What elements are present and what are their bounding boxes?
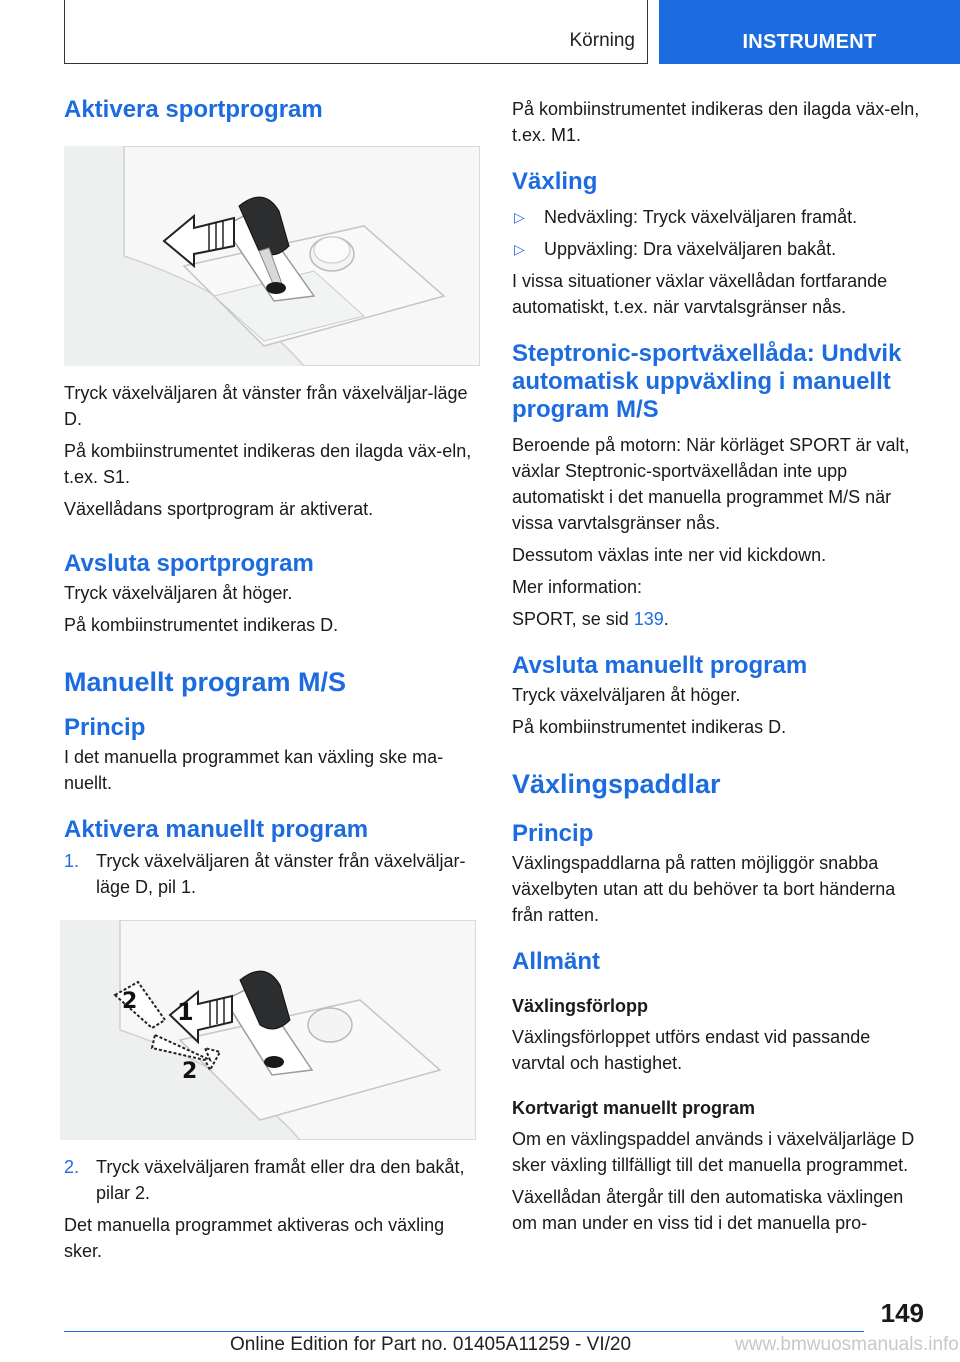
paragraph-manual-activated: Det manuella programmet aktiveras och växling sker. bbox=[64, 1215, 445, 1261]
page-link-139[interactable]: 139 bbox=[633, 609, 664, 629]
heading-activate-sport: Aktivera sportprogram bbox=[64, 96, 323, 123]
triangle-right-icon: ▷ bbox=[514, 241, 525, 257]
figure-gear-selector-manual bbox=[60, 920, 476, 1140]
step-number: 2. bbox=[64, 1157, 80, 1177]
paragraph-indicated-d-2: På kombiinstrumentet indikeras D. bbox=[512, 717, 787, 737]
heading-activate-manual: Aktivera manuellt program bbox=[64, 816, 369, 843]
paragraph-return-automatic: Växellådan återgår till den automatiska växlingen om man under en viss tid i det manuella pro- bbox=[512, 1187, 904, 1233]
paragraph-steptronic-engine: Beroende på motorn: När körläget SPORT är valt, växlar Steptronic-sportväxellådan inte upp automatiskt i det manuella programmet M/S när vissa varvtalsgränser nås. bbox=[512, 435, 910, 533]
paragraph-sport-reference bbox=[512, 606, 924, 632]
footer-divider bbox=[64, 1331, 864, 1332]
paragraph-shift-procedure: Växlingsförloppet utförs endast vid passande varvtal och hastighet. bbox=[512, 1027, 871, 1073]
reference-text: SPORT, se sid bbox=[512, 609, 634, 629]
footer-watermark: www.bmwuosmanuals.info bbox=[735, 1334, 959, 1355]
heading-shift-procedure: Växlingsförlopp bbox=[512, 996, 649, 1016]
paragraph-indicated-gear-m1: På kombiinstrumentet indikeras den ilagda väx-eln, t.ex. M1. bbox=[512, 99, 920, 145]
footer-edition: Online Edition for Part no. 01405A11259 - VI/20 bbox=[230, 1334, 632, 1355]
heading-temporary-manual: Kortvarigt manuellt program bbox=[512, 1098, 756, 1118]
heading-shift-paddles: Växlingspaddlar bbox=[512, 769, 721, 799]
heading-principle: Princip bbox=[64, 714, 146, 741]
gear-selector-illustration bbox=[64, 146, 480, 366]
paragraph-push-left: Tryck växelväljaren åt vänster från växelväljar-läge D. bbox=[64, 383, 468, 429]
bullet-text: Uppväxling: Dra växelväljaren bakåt. bbox=[544, 239, 837, 259]
paragraph-indicated-gear-s1: På kombiinstrumentet indikeras den ilagda väx-eln, t.ex. S1. bbox=[64, 441, 472, 487]
bullet-text: Nedväxling: Tryck växelväljaren framåt. bbox=[544, 207, 858, 227]
paragraph-indicated-d: På kombiinstrumentet indikeras D. bbox=[64, 615, 339, 635]
heading-manual-program: Manuellt program M/S bbox=[64, 667, 347, 697]
paragraph-no-kickdown: Dessutom växlas inte ner vid kickdown. bbox=[512, 545, 827, 565]
list-item-upshift bbox=[512, 236, 924, 262]
arrow-label-2-top: 2 bbox=[122, 989, 138, 1014]
list-item-step-2 bbox=[64, 1154, 480, 1206]
paragraph-more-info: Mer information: bbox=[512, 577, 643, 597]
header-section-title: Körning bbox=[569, 30, 635, 51]
list-item-step-1 bbox=[64, 848, 480, 900]
paragraph-auto-shift-situations: I vissa situationer växlar växellådan fortfarande automatiskt, t.ex. när varvtalsgränser nås. bbox=[512, 271, 888, 317]
paragraph-temporary-manual: Om en växlingspaddel används i växelväljarläge D sker växling tillfälligt till det manuella programmet. bbox=[512, 1129, 915, 1175]
gear-selector-arrows-illustration bbox=[60, 920, 476, 1140]
header-chapter-tab[interactable]: INSTRUMENT bbox=[659, 0, 960, 64]
heading-end-manual: Avsluta manuellt program bbox=[512, 652, 808, 679]
arrow-label-2-bottom: 2 bbox=[182, 1059, 198, 1084]
figure-gear-selector-sport bbox=[64, 146, 480, 366]
paragraph-push-right-2: Tryck växelväljaren åt höger. bbox=[512, 685, 741, 705]
paragraph-manual-principle: I det manuella programmet kan växling ske ma-nuellt. bbox=[64, 747, 444, 793]
heading-end-sport: Avsluta sportprogram bbox=[64, 550, 314, 577]
left-column bbox=[64, 96, 480, 1270]
paragraph-paddles-principle: Växlingspaddlarna på ratten möjliggör snabba växelbyten utan att du behöver ta bort händerna från ratten. bbox=[512, 853, 896, 925]
page-number: 149 bbox=[880, 1298, 924, 1328]
triangle-right-icon: ▷ bbox=[514, 209, 525, 225]
heading-principle-2: Princip bbox=[512, 820, 594, 847]
step-text: Tryck växelväljaren framåt eller dra den bakåt, pilar 2. bbox=[96, 1157, 465, 1203]
paragraph-push-right: Tryck växelväljaren åt höger. bbox=[64, 583, 293, 603]
right-column bbox=[512, 96, 924, 1242]
list-item-downshift bbox=[512, 204, 924, 230]
reference-period: . bbox=[663, 609, 669, 629]
step-text: Tryck växelväljaren åt vänster från växelväljar-läge D, pil 1. bbox=[96, 851, 466, 897]
header-section-box bbox=[64, 0, 648, 64]
step-number: 1. bbox=[64, 851, 80, 871]
paragraph-sport-activated: Växellådans sportprogram är aktiverat. bbox=[64, 499, 374, 519]
arrow-label-1: 1 bbox=[177, 998, 194, 1026]
heading-steptronic: Steptronic-sportväxellåda: Undvik automatisk uppväxling i manuellt program M/S bbox=[512, 340, 902, 423]
heading-general: Allmänt bbox=[512, 948, 601, 975]
heading-shifting: Växling bbox=[512, 168, 598, 195]
